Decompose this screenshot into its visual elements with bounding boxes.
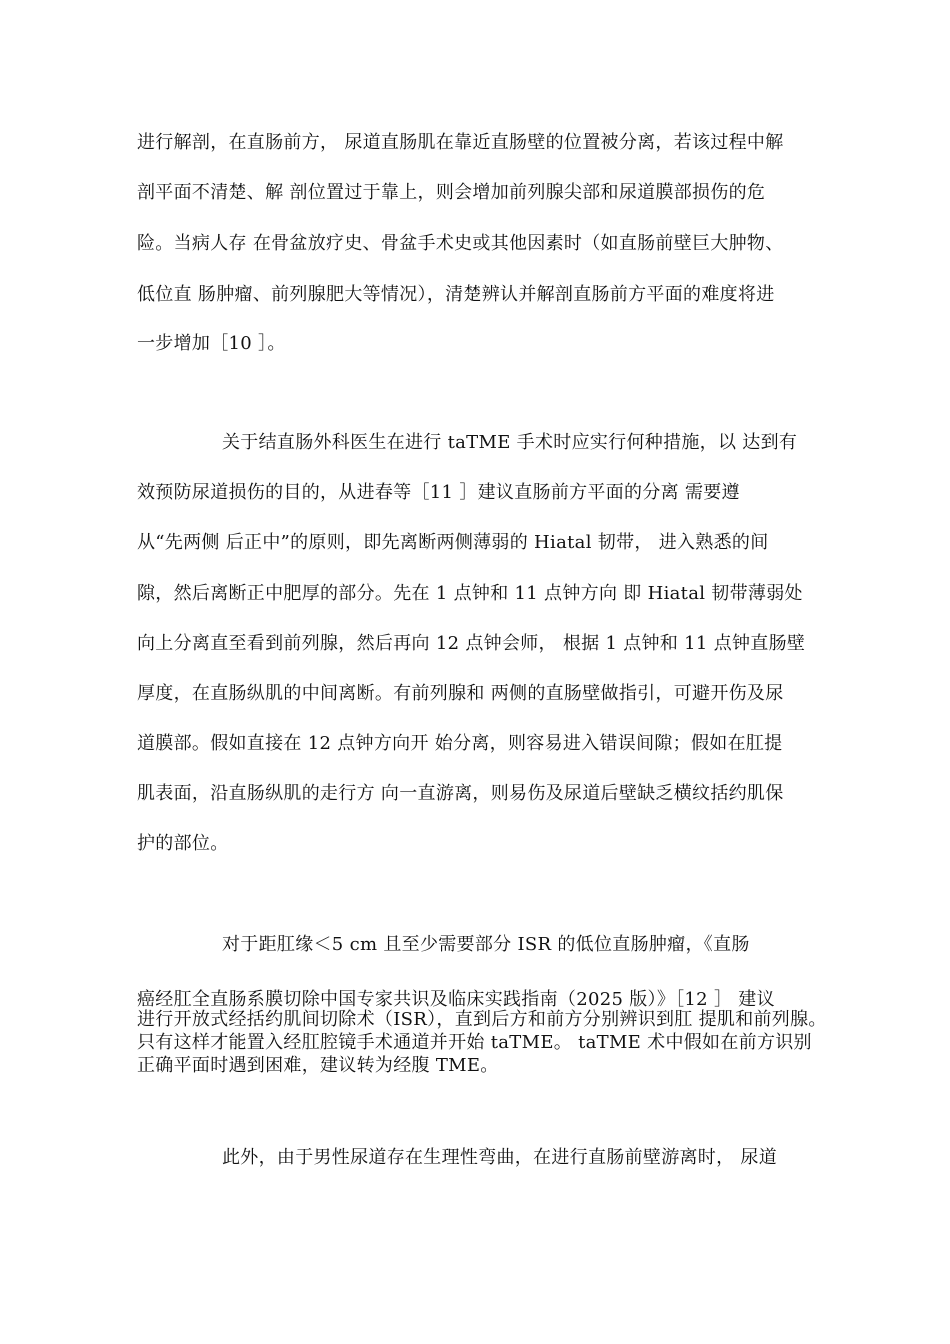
paragraph-2-line-9: 护的部位。: [137, 833, 229, 854]
paragraph-1-line-1: 进行解剖，在直肠前方， 尿道直肠肌在靠近直肠壁的位置被分离，若该过程中解: [137, 132, 784, 153]
paragraph-2-line-7: 道膜部。假如直接在 12 点钟方向开 始分离，则容易进入错误间隙；假如在肛提: [137, 733, 783, 754]
paragraph-3-dense-block: 进行开放式经括约肌间切除术（ISR），直到后方和前方分别辨识到肛 提肌和前列腺。只有这样才能置入经肛腔镜手术通道并开始 taTME。 taTME 术中假如在前方识别正确平面时遇到困难，建议转为经腹 TME。: [137, 1009, 827, 1076]
paragraph-2-line-6: 厚度，在直肠纵肌的中间离断。有前列腺和 两侧的直肠壁做指引，可避开伤及尿: [137, 683, 784, 704]
paragraph-1-line-5: 一步增加［10 ］。: [137, 333, 286, 354]
paragraph-3-line-2: 癌经肛全直肠系膜切除中国专家共识及临床实践指南（2025 版）》［12 ］ 建议: [137, 989, 775, 1010]
paragraph-4-line-1: 此外，由于男性尿道存在生理性弯曲，在进行直肠前壁游离时， 尿道: [222, 1147, 778, 1168]
paragraph-2-line-8: 肌表面，沿直肠纵肌的走行方 向一直游离，则易伤及尿道后壁缺乏横纹括约肌保: [137, 783, 784, 804]
paragraph-2-line-1: 关于结直肠外科医生在进行 taTME 手术时应实行何种措施，以 达到有: [222, 432, 798, 453]
paragraph-1-line-3: 险。当病人存 在骨盆放疗史、骨盆手术史或其他因素时（如直肠前壁巨大肿物、: [137, 233, 784, 254]
paragraph-1-line-4: 低位直 肠肿瘤、前列腺肥大等情况），清楚辨认并解剖直肠前方平面的难度将进: [137, 284, 775, 305]
paragraph-2-line-5: 向上分离直至看到前列腺，然后再向 12 点钟会师， 根据 1 点钟和 11 点钟直肠壁: [137, 633, 806, 654]
paragraph-1-line-2: 剖平面不清楚、解 剖位置过于靠上，则会增加前列腺尖部和尿道膜部损伤的危: [137, 182, 766, 203]
paragraph-2-line-3: 从“先两侧 后正中”的原则，即先离断两侧薄弱的 Hiatal 韧带， 进入熟悉的间: [137, 532, 769, 553]
paragraph-3-line-1: 对于距肛缘＜5 cm 且至少需要部分 ISR 的低位直肠肿瘤，《直肠: [222, 934, 750, 955]
paragraph-2-line-4: 隙，然后离断正中肥厚的部分。先在 1 点钟和 11 点钟方向 即 Hiatal 韧带薄弱处: [137, 583, 803, 604]
paragraph-2-line-2: 效预防尿道损伤的目的，从进春等［11 ］建议直肠前方平面的分离 需要遵: [137, 482, 740, 503]
